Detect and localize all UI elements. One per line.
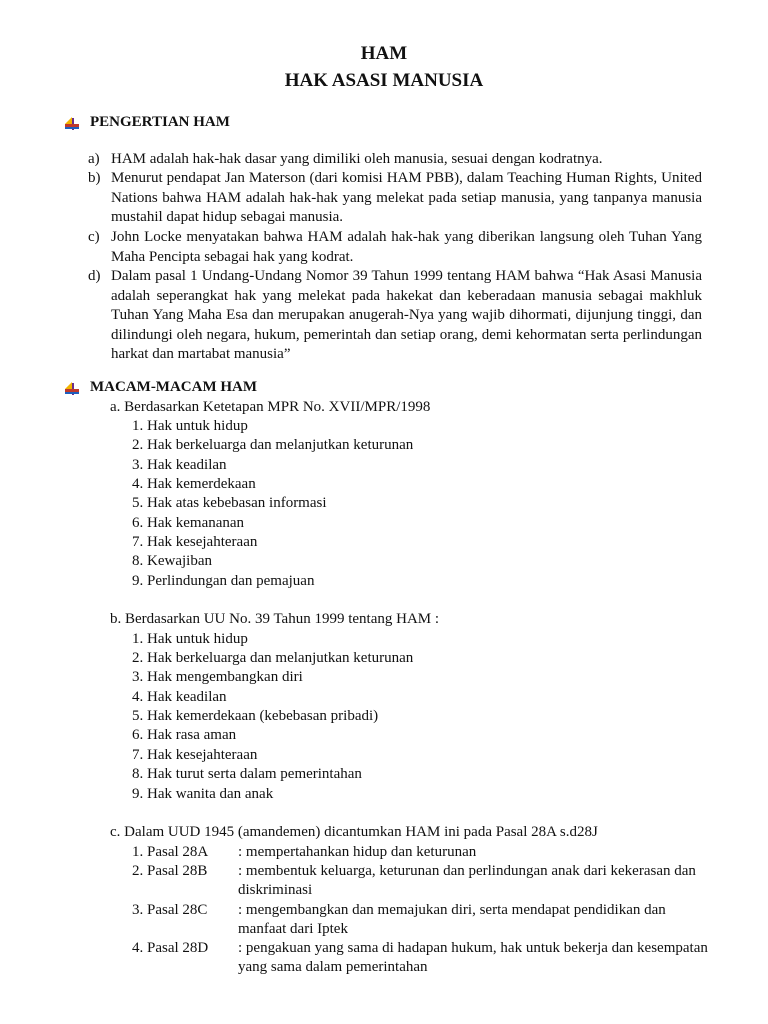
list-item: 7. Hak kesejahteraan bbox=[132, 534, 258, 550]
list-item: 7. Hak kesejahteraan bbox=[132, 747, 258, 763]
list-marker: a) bbox=[88, 151, 100, 167]
list-item: 4. Hak keadilan bbox=[132, 689, 227, 705]
bullet-icon bbox=[64, 115, 80, 131]
list-item: 9. Hak wanita dan anak bbox=[132, 786, 274, 802]
section-heading-pengertian bbox=[64, 114, 230, 131]
list-item: 1. Hak untuk hidup bbox=[132, 418, 248, 434]
list-item: John Locke menyatakan bahwa HAM adalah hak-hak yang diberikan langsung oleh Tuhan Yang Maha Pencipta sebagai hak yang kodrat. bbox=[111, 229, 702, 265]
pasal-number: 3. Pasal 28C bbox=[132, 902, 208, 918]
list-item: 9. Perlindungan dan pemajuan bbox=[132, 573, 315, 589]
document-subtitle: HAK ASASI MANUSIA bbox=[284, 70, 484, 91]
list-item: 8. Hak turut serta dalam pemerintahan bbox=[132, 766, 362, 782]
list-item: 8. Kewajiban bbox=[132, 553, 212, 569]
document-title: HAM bbox=[360, 43, 408, 64]
list-item: 4. Hak kemerdekaan bbox=[132, 476, 256, 492]
list-item: 2. Hak berkeluarga dan melanjutkan keturunan bbox=[132, 437, 414, 453]
bullet-icon bbox=[64, 380, 80, 396]
pasal-number: 1. Pasal 28A bbox=[132, 844, 209, 860]
list-item: Menurut pendapat Jan Materson (dari komisi HAM PBB), dalam Teaching Human Rights, United Nations bahwa HAM adalah hak-hak yang melekat pada setiap manusia, yang tanpanya manusia mustahil dapat hidup sebagai manusia. bbox=[111, 170, 702, 225]
list-item: 5. Hak atas kebebasan informasi bbox=[132, 495, 327, 511]
list-item: 2. Hak berkeluarga dan melanjutkan keturunan bbox=[132, 650, 414, 666]
list-item: 6. Hak kemananan bbox=[132, 515, 245, 531]
list-item: Dalam pasal 1 Undang-Undang Nomor 39 Tahun 1999 tentang HAM bahwa “Hak Asasi Manusia adalah seperangkat hak yang melekat pada hakekat dan keberadaan manusia sebagai makhluk Tuhan Yang Maha Esa dan merupakan anugerah-Nya yang wajib dihormati, dijunjung tinggi, dan dilindungi oleh negara, hukum, pemerintah dan setiap orang, demi kehormatan serta perlindungan harkat dan martabat manusia” bbox=[111, 268, 702, 362]
pasal-number: 4. Pasal 28D bbox=[132, 940, 209, 956]
subsection-c-title: c. Dalam UUD 1945 (amandemen) dicantumkan HAM ini pada Pasal 28A s.d28J bbox=[110, 824, 598, 840]
list-item: 3. Hak mengembangkan diri bbox=[132, 669, 303, 685]
list-item: 1. Hak untuk hidup bbox=[132, 631, 248, 647]
pasal-description: : pengakuan yang sama di hadapan hukum, hak untuk bekerja dan kesempatan yang sama dalam pemerintahan bbox=[238, 940, 708, 975]
list-marker: d) bbox=[88, 268, 101, 284]
list-item: 3. Hak keadilan bbox=[132, 457, 227, 473]
subsection-b-title: b. Berdasarkan UU No. 39 Tahun 1999 tentang HAM : bbox=[110, 611, 440, 627]
list-marker: b) bbox=[88, 170, 101, 186]
list-item: HAM adalah hak-hak dasar yang dimiliki oleh manusia, sesuai dengan kodratnya. bbox=[111, 151, 603, 167]
list-item: 6. Hak rasa aman bbox=[132, 727, 237, 743]
pasal-description: : mengembangkan dan memajukan diri, serta mendapat pendidikan dan manfaat dari Iptek bbox=[238, 902, 666, 937]
pasal-number: 2. Pasal 28B bbox=[132, 863, 208, 879]
list-marker: c) bbox=[88, 229, 100, 245]
subsection-a-title: a. Berdasarkan Ketetapan MPR No. XVII/MPR/1998 bbox=[110, 399, 431, 415]
list-item: 5. Hak kemerdekaan (kebebasan pribadi) bbox=[132, 708, 379, 724]
section-heading-macam bbox=[64, 379, 257, 396]
section-heading-text: MACAM-MACAM HAM bbox=[90, 379, 258, 395]
pasal-description: : mempertahankan hidup dan keturunan bbox=[238, 844, 477, 860]
pasal-description: : membentuk keluarga, keturunan dan perlindungan anak dari kekerasan dan diskriminasi bbox=[238, 863, 696, 898]
section-heading-text: PENGERTIAN HAM bbox=[90, 114, 230, 130]
